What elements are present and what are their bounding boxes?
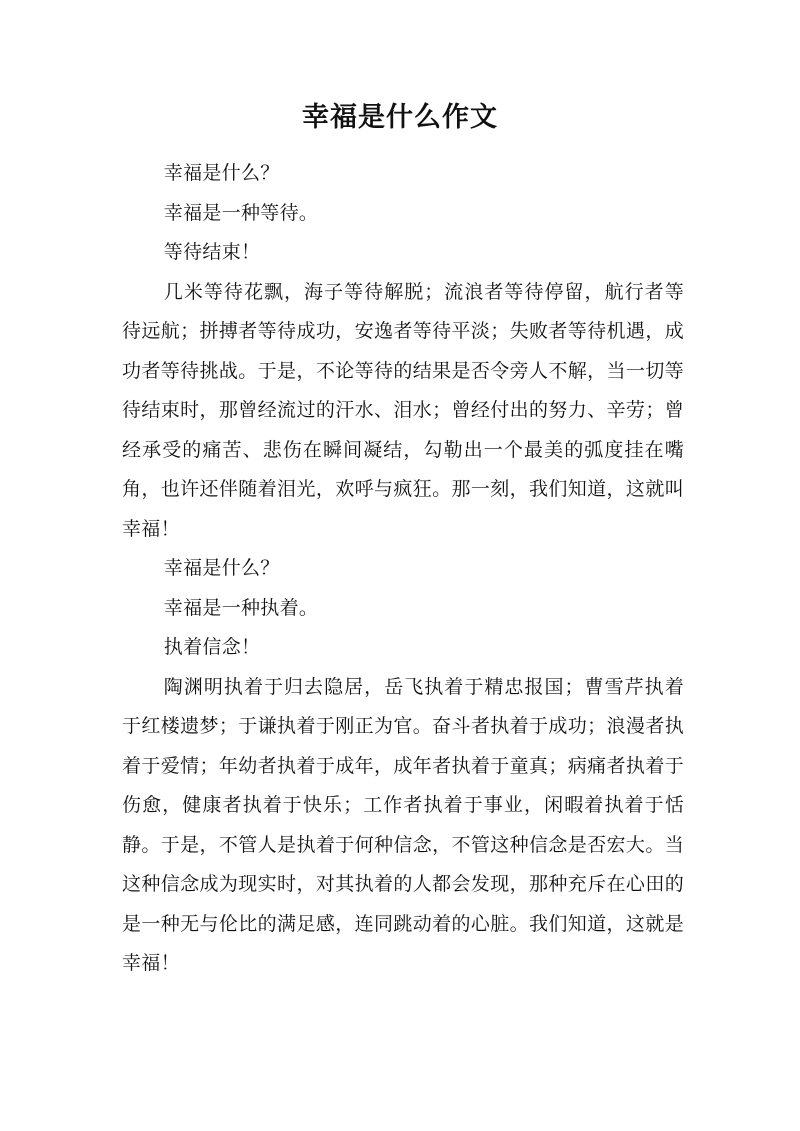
paragraph-persistent-belief: 执着信念！ [163,636,261,658]
paragraph-answer-persistence: 幸福是一种执着。 [163,596,319,619]
paragraph-answer-waiting: 幸福是一种等待。 [163,201,319,224]
paragraph-question-1: 幸福是什么？ [163,162,280,184]
paragraph-question-2: 幸福是什么？ [163,557,280,579]
paragraph-waiting-ends: 等待结束！ [163,241,261,263]
paragraph-waiting-body: 几米等待花飘，海子等待解脱；流浪者等待停留，航行者等待远航；拼搏者等待成功，安逸者等待平淡；失败者等待机遇，成功者等待挑战。于是，不论等待的结果是否令旁人不解，当一切等待结束时，那曾经流过的汗水、泪水；曾经付出的努力、辛劳；曾经承受的痛苦、悲伤在瞬间凝结，勾勒出一个最美的弧度挂在嘴角，也许还伴随着泪光，欢呼与疯狂。那一刻，我们知道，这就叫幸福！ [122,280,684,540]
document-title: 幸福是什么作文 [302,102,498,133]
document-body [122,154,684,984]
paragraph-persistence-body: 陶渊明执着于归去隐居，岳飞执着于精忠报国；曹雪芹执着于红楼遗梦；于谦执着于刚正为官。奋斗者执着于成功；浪漫者执着于爱情；年幼者执着于成年，成年者执着于童真；病痛者执着于伤愈，健康者执着于快乐；工作者执着于事业，闲暇着执着于恬静。于是，不管人是执着于何种信念，不管这种信念是否宏大。当这种信念成为现实时，对其执着的人都会发现，那种充斥在心田的是一种无与伦比的满足感，连同跳动着的心脏。我们知道，这就是幸福！ [122,675,684,974]
